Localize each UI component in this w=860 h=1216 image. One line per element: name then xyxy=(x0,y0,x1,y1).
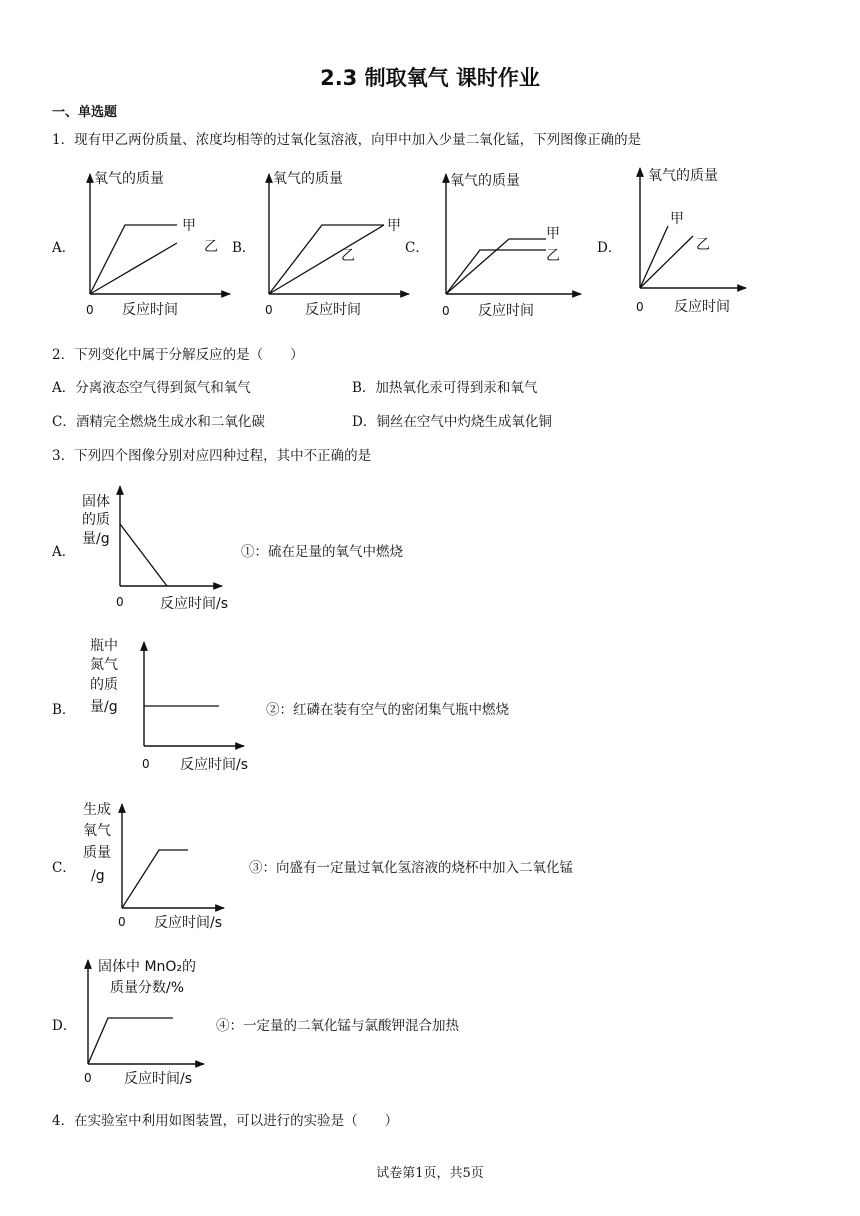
series-yi-label: 乙 xyxy=(204,239,218,255)
q3-option-d-description: ④：一定量的二氧化锰与氯酸钾混合加热 xyxy=(216,1018,459,1034)
question-3-stem: 3．下列四个图像分别对应四种过程，其中不正确的是 xyxy=(52,448,372,464)
q3-option-b-letter: B． xyxy=(52,702,76,718)
series-jia-label: 甲 xyxy=(670,211,684,227)
q2-option-c: C．酒精完全燃烧生成水和二氧化碳 xyxy=(52,414,265,430)
y-axis-label-line-1: 生成 xyxy=(83,802,111,818)
origin-label: 0 xyxy=(84,1071,92,1085)
origin-label: 0 xyxy=(636,300,644,314)
q3-graph-c xyxy=(80,796,245,936)
q3-graph-d xyxy=(78,952,228,1092)
x-axis-label: 反应时间 xyxy=(305,302,361,318)
page-footer: 试卷第1页，共5页 xyxy=(376,1166,484,1181)
series-jia-label: 甲 xyxy=(387,218,401,234)
y-axis-label: 氧气的质量 xyxy=(273,171,343,187)
series-jia-line xyxy=(446,250,546,294)
q2-option-a: A．分离液态空气得到氮气和氧气 xyxy=(52,380,251,396)
y-axis-label: 氧气的质量 xyxy=(648,168,718,184)
series-jia-line xyxy=(90,225,177,294)
origin-label: 0 xyxy=(265,303,273,317)
origin-label: 0 xyxy=(142,757,150,771)
x-axis-label: 反应时间/s xyxy=(180,757,249,773)
y-axis-label: 氧气的质量 xyxy=(450,173,520,189)
y-axis-label-line-3: 质量 xyxy=(83,845,111,861)
y-axis-label-line-4: 量/g xyxy=(90,699,118,715)
q1-option-b-letter: B． xyxy=(232,240,256,256)
q1-graph-b xyxy=(259,168,419,320)
q1-graph-a xyxy=(80,168,230,320)
y-axis-label-line-2: 质量分数/% xyxy=(110,980,185,996)
data-line xyxy=(120,524,167,586)
section-heading: 一、单选题 xyxy=(52,105,118,120)
x-axis-label: 反应时间 xyxy=(122,302,178,318)
q2-option-d: D．铜丝在空气中灼烧生成氧化铜 xyxy=(352,414,552,430)
series-yi-line xyxy=(640,236,693,288)
y-axis-label: 氧气的质量 xyxy=(94,171,164,187)
series-yi-label: 乙 xyxy=(546,248,560,264)
question-2-stem: 2．下列变化中属于分解反应的是（ ） xyxy=(52,347,304,363)
series-jia-line xyxy=(640,226,668,288)
data-line xyxy=(88,1018,173,1064)
q1-graph-c xyxy=(436,168,586,320)
question-1-stem: 1．现有甲乙两份质量、浓度均相等的过氧化氢溶液，向甲中加入少量二氧化锰，下列图像正确的是 xyxy=(52,132,642,148)
y-axis-label-line-3: 量/g xyxy=(82,531,110,547)
q3-option-a-letter: A． xyxy=(52,544,76,560)
y-axis-label-line-2: 氧气 xyxy=(83,823,111,839)
q1-option-a-letter: A． xyxy=(52,240,76,256)
origin-label: 0 xyxy=(86,303,94,317)
x-axis-label: 反应时间 xyxy=(478,303,534,319)
y-axis-label-line-1: 固体中 MnO₂的 xyxy=(98,959,197,975)
x-axis-label: 反应时间 xyxy=(674,299,730,315)
series-yi-label: 乙 xyxy=(696,237,710,253)
q3-option-c-description: ③：向盛有一定量过氧化氢溶液的烧杯中加入二氧化锰 xyxy=(249,860,573,876)
origin-label: 0 xyxy=(116,595,124,609)
y-axis-label-line-3: 的质 xyxy=(90,677,118,693)
q3-graph-b xyxy=(86,634,261,774)
q1-option-c-letter: C． xyxy=(405,240,429,256)
origin-label: 0 xyxy=(442,304,450,318)
q3-option-d-letter: D． xyxy=(52,1018,77,1034)
data-line xyxy=(122,850,188,908)
q1-option-d-letter: D． xyxy=(597,240,622,256)
page-title: 2.3 制取氧气 课时作业 xyxy=(320,66,540,90)
series-yi-line xyxy=(269,225,384,294)
q3-option-a-description: ①：硫在足量的氧气中燃烧 xyxy=(241,544,403,560)
series-yi-line xyxy=(446,239,546,294)
series-yi-label: 乙 xyxy=(341,248,355,264)
x-axis-label: 反应时间/s xyxy=(124,1071,193,1087)
x-axis-label: 反应时间/s xyxy=(160,596,229,612)
question-4-stem: 4．在实验室中利用如图装置，可以进行的实验是（ ） xyxy=(52,1113,399,1129)
y-axis-label-line-4: /g xyxy=(91,868,105,884)
y-axis-label-line-2: 氮气 xyxy=(90,657,118,673)
q3-option-b-description: ②：红磷在装有空气的密闭集气瓶中燃烧 xyxy=(266,702,509,718)
origin-label: 0 xyxy=(118,915,126,929)
series-jia-label: 甲 xyxy=(546,226,560,242)
q3-option-c-letter: C． xyxy=(52,860,76,876)
y-axis-label-line-1: 固体 xyxy=(82,494,110,510)
q2-option-b: B．加热氧化汞可得到汞和氧气 xyxy=(352,380,538,396)
q3-graph-a xyxy=(76,480,236,615)
x-axis-label: 反应时间/s xyxy=(154,915,223,931)
series-jia-label: 甲 xyxy=(182,218,196,234)
y-axis-label-line-1: 瓶中 xyxy=(90,638,118,654)
y-axis-label-line-2: 的质 xyxy=(82,512,110,528)
q1-graph-d xyxy=(630,165,750,317)
